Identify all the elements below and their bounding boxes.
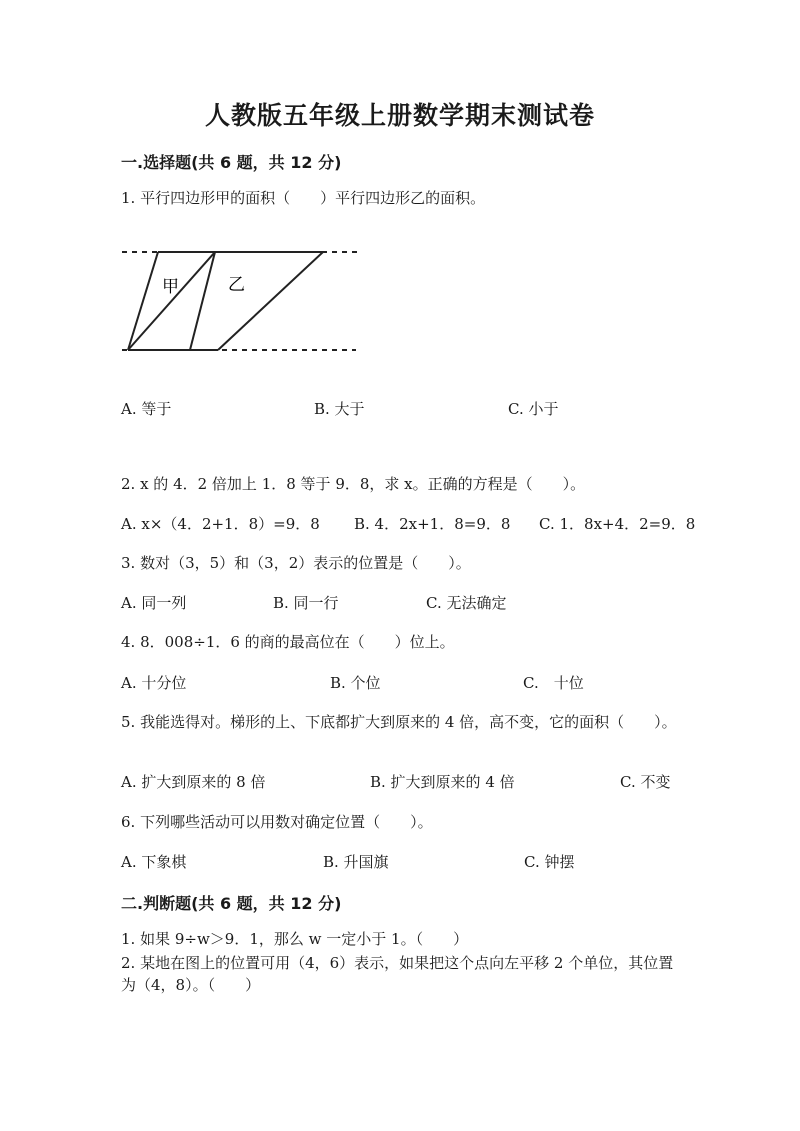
- q3-option-b[interactable]: B. 同一行: [273, 594, 339, 612]
- q1-option-c[interactable]: C. 小于: [508, 400, 559, 418]
- label-jia: 甲: [162, 277, 179, 297]
- q3-option-c[interactable]: C. 无法确定: [426, 594, 507, 612]
- q5-option-b[interactable]: B. 扩大到原来的 4 倍: [370, 773, 515, 791]
- q2-option-a[interactable]: A. x×（4．2+1．8）=9．8: [121, 515, 320, 533]
- jia-left-side: [128, 252, 158, 350]
- q4-option-c[interactable]: C. 十位: [523, 674, 584, 692]
- q4-option-a[interactable]: A. 十分位: [121, 674, 187, 692]
- q6-option-b[interactable]: B. 升国旗: [323, 853, 389, 871]
- question-1: 1. 平行四边形甲的面积（ ）平行四边形乙的面积。: [121, 189, 486, 207]
- section-heading-judge: 二.判断题(共 6 题，共 12 分): [121, 894, 342, 913]
- q1-option-b[interactable]: B. 大于: [314, 400, 365, 418]
- yi-right-side: [218, 252, 323, 350]
- q4-option-b[interactable]: B. 个位: [330, 674, 381, 692]
- question-5: 5. 我能选得对。梯形的上、下底都扩大到原来的 4 倍，高不变，它的面积（ ）。: [121, 713, 677, 731]
- judge-item-2: 2. 某地在图上的位置可用（4，6）表示，如果把这个点向左平移 2 个单位，其位置为（4，8）。（ ）: [121, 954, 674, 994]
- page-title: 人教版五年级上册数学期末测试卷: [204, 101, 595, 130]
- q5-option-c[interactable]: C. 不变: [620, 773, 671, 791]
- question-6: 6. 下列哪些活动可以用数对确定位置（ ）。: [121, 813, 433, 831]
- judge-item-1: 1. 如果 9÷w＞9．1，那么 w 一定小于 1。（ ）: [121, 930, 469, 948]
- q2-option-c[interactable]: C. 1．8x+4．2=9．8: [539, 515, 696, 533]
- q1-option-a[interactable]: A. 等于: [121, 400, 172, 418]
- q6-option-c[interactable]: C. 钟摆: [524, 853, 575, 871]
- parallelogram-figure: [118, 240, 368, 360]
- q3-option-a[interactable]: A. 同一列: [121, 594, 187, 612]
- question-4: 4. 8．008÷1．6 的商的最高位在（ ）位上。: [121, 633, 455, 651]
- question-2: 2. x 的 4．2 倍加上 1．8 等于 9．8，求 x。正确的方程是（ ）。: [121, 475, 586, 493]
- section-heading-choice: 一.选择题(共 6 题，共 12 分): [121, 153, 342, 172]
- q5-option-a[interactable]: A. 扩大到原来的 8 倍: [121, 773, 266, 791]
- label-yi: 乙: [228, 275, 245, 295]
- q2-option-b[interactable]: B. 4．2x+1．8=9．8: [354, 515, 511, 533]
- q6-option-a[interactable]: A. 下象棋: [121, 853, 187, 871]
- question-3: 3. 数对（3，5）和（3，2）表示的位置是（ ）。: [121, 554, 471, 572]
